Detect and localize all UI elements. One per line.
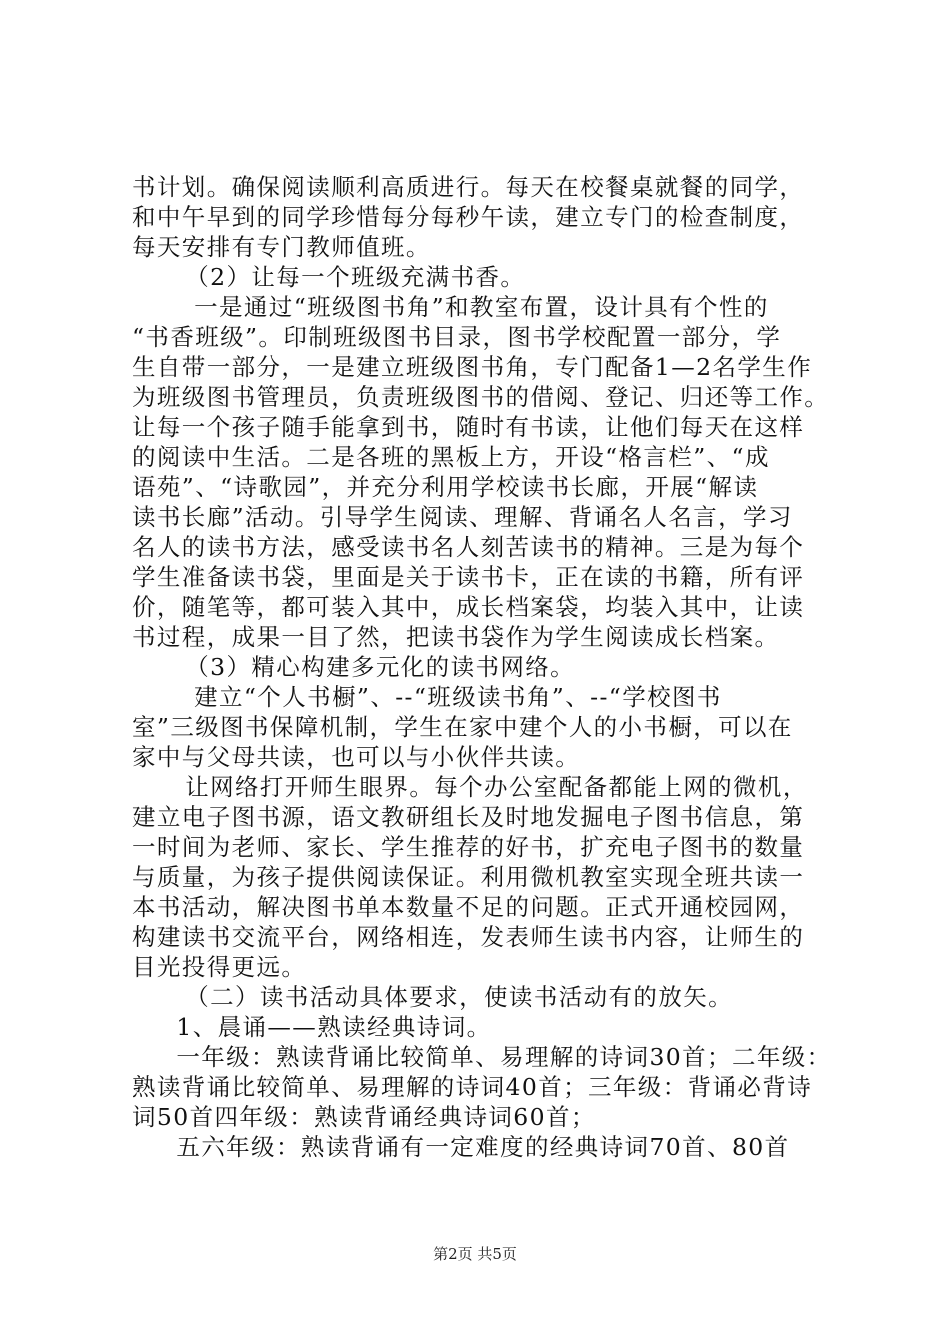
text-line: 词50首四年级：熟读背诵经典诗词60首； — [132, 1103, 596, 1131]
text-line: 为班级图书管理员，负责班级图书的借阅、登记、归还等工作。 — [132, 383, 830, 411]
text-line: 五六年级：熟读背诵有一定难度的经典诗词70首、80首 — [132, 1133, 790, 1161]
text-line: 熟读背诵比较简单、易理解的诗词40首；三年级：背诵必背诗 — [132, 1073, 813, 1101]
text-line: 室”三级图书保障机制，学生在家中建个人的小书橱，可以在 — [132, 713, 793, 741]
section-heading: （2）让每一个班级充满书香。 — [132, 263, 526, 291]
text-line: 书过程，成果一目了然，把读书袋作为学生阅读成长档案。 — [132, 623, 780, 651]
text-line: 家中与父母共读，也可以与小伙伴共读。 — [132, 743, 581, 771]
section-heading: 1、晨诵——熟读经典诗词。 — [132, 1013, 492, 1041]
text-line: 目光投得更远。 — [132, 953, 307, 981]
text-line: 让网络打开师生眼界。每个办公室配备都能上网的微机， — [132, 773, 808, 801]
text-line: 价，随笔等，都可装入其中，成长档案袋，均装入其中，让读 — [132, 593, 805, 621]
text-line: 生自带一部分，一是建立班级图书角，专门配备1—2名学生作 — [132, 353, 813, 381]
text-line: 一年级：熟读背诵比较简单、易理解的诗词30首；二年级： — [132, 1043, 832, 1071]
text-line: 书计划。确保阅读顺利高质进行。每天在校餐桌就餐的同学， — [132, 173, 805, 201]
text-line: 构建读书交流平台，网络相连，发表师生读书内容，让师生的 — [132, 923, 805, 951]
section-heading: （3）精心构建多元化的读书网络。 — [132, 653, 576, 681]
text-line: 一是通过“班级图书角”和教室布置，设计具有个性的 — [132, 293, 769, 321]
text-line: 一时间为老师、家长、学生推荐的好书，扩充电子图书的数量 — [132, 833, 805, 861]
text-line: 的阅读中生活。二是各班的黑板上方，开设“格言栏”、“成 — [132, 443, 770, 471]
text-line: 建立“个人书橱”、--“班级读书角”、--“学校图书 — [132, 683, 722, 711]
page-footer: 第2页 共5页 — [433, 1245, 517, 1263]
text-line: “书香班级”。印制班级图书目录，图书学校配置一部分，学 — [132, 323, 782, 351]
text-line: 让每一个孩子随手能拿到书，随时有书读，让他们每天在这样 — [132, 413, 805, 441]
section-heading: （二）读书活动具体要求，使读书活动有的放矢。 — [132, 983, 734, 1011]
text-line: 本书活动，解决图书单本数量不足的问题。正式开通校园网， — [132, 893, 805, 921]
text-line: 和中午早到的同学珍惜每分每秒午读，建立专门的检查制度， — [132, 203, 805, 231]
text-line: 建立电子图书源，语文教研组长及时地发掘电子图书信息，第 — [132, 803, 805, 831]
text-line: 读书长廊”活动。引导学生阅读、理解、背诵名人名言，学习 — [132, 503, 793, 531]
text-line: 每天安排有专门教师值班。 — [132, 233, 431, 261]
body-text — [132, 172, 832, 1162]
text-line: 学生准备读书袋，里面是关于读书卡，正在读的书籍，所有评 — [132, 563, 805, 591]
text-line: 语苑”、“诗歌园”，并充分利用学校读书长廊，开展“解读 — [132, 473, 759, 501]
text-line: 名人的读书方法，感受读书名人刻苦读书的精神。三是为每个 — [132, 533, 805, 561]
text-line: 与质量，为孩子提供阅读保证。利用微机教室实现全班共读一 — [132, 863, 805, 891]
